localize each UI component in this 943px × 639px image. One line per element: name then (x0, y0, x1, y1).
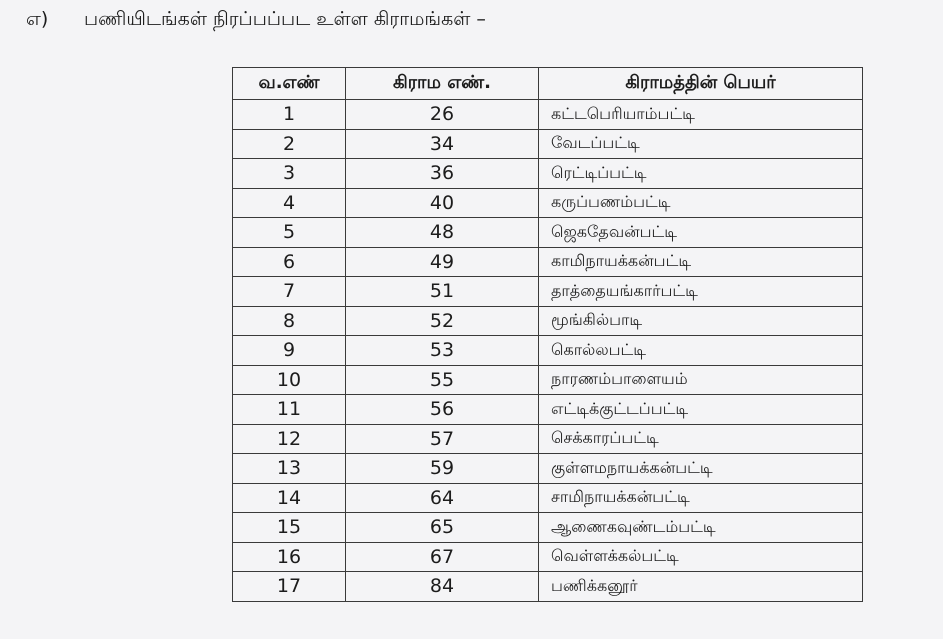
village-name-cell: பணிக்கனூர் (539, 572, 863, 602)
village-name-cell: காமிநாயக்கன்பட்டி (539, 247, 863, 277)
table-row (233, 395, 863, 425)
header-serial-no: வ.எண் (233, 68, 346, 100)
header-village-name: கிராமத்தின் பெயர் (539, 68, 863, 100)
serial-no-cell: 1 (233, 100, 346, 130)
village-no-cell: 52 (346, 306, 539, 336)
table-row (233, 159, 863, 189)
village-no-cell: 64 (346, 483, 539, 513)
table-row (233, 365, 863, 395)
village-no-cell: 55 (346, 365, 539, 395)
village-no-cell: 36 (346, 159, 539, 189)
section-title: பணியிடங்கள் நிரப்பப்பட உள்ள கிராமங்கள் – (84, 8, 486, 30)
village-no-cell: 48 (346, 218, 539, 248)
table-row (233, 513, 863, 543)
serial-no-cell: 8 (233, 306, 346, 336)
table-row (233, 572, 863, 602)
table-row (233, 542, 863, 572)
village-no-cell: 84 (346, 572, 539, 602)
village-name-cell: கொல்லபட்டி (539, 336, 863, 366)
serial-no-cell: 7 (233, 277, 346, 307)
serial-no-cell: 16 (233, 542, 346, 572)
village-name-cell: ஜெகதேவன்பட்டி (539, 218, 863, 248)
village-no-cell: 53 (346, 336, 539, 366)
serial-no-cell: 4 (233, 188, 346, 218)
table-row (233, 424, 863, 454)
table-row (233, 454, 863, 484)
table-header-row (233, 68, 863, 100)
village-name-cell: குள்ளமநாயக்கன்பட்டி (539, 454, 863, 484)
village-no-cell: 34 (346, 129, 539, 159)
village-name-cell: செக்காரப்பட்டி (539, 424, 863, 454)
village-name-cell: ரெட்டிப்பட்டி (539, 159, 863, 189)
village-no-cell: 56 (346, 395, 539, 425)
village-name-cell: ஆணைகவுண்டம்பட்டி (539, 513, 863, 543)
table-row (233, 277, 863, 307)
village-no-cell: 67 (346, 542, 539, 572)
village-name-cell: நாரணம்பாளையம் (539, 365, 863, 395)
village-name-cell: கட்டபெரியாம்பட்டி (539, 100, 863, 130)
village-name-cell: சாமிநாயக்கன்பட்டி (539, 483, 863, 513)
table-row (233, 100, 863, 130)
village-no-cell: 65 (346, 513, 539, 543)
village-no-cell: 49 (346, 247, 539, 277)
serial-no-cell: 5 (233, 218, 346, 248)
table-row (233, 306, 863, 336)
serial-no-cell: 17 (233, 572, 346, 602)
serial-no-cell: 12 (233, 424, 346, 454)
table-row (233, 483, 863, 513)
village-no-cell: 57 (346, 424, 539, 454)
section-marker: எ) (26, 8, 49, 30)
serial-no-cell: 10 (233, 365, 346, 395)
serial-no-cell: 15 (233, 513, 346, 543)
table-row (233, 129, 863, 159)
header-village-no: கிராம எண். (346, 68, 539, 100)
village-name-cell: வெள்ளக்கல்பட்டி (539, 542, 863, 572)
serial-no-cell: 11 (233, 395, 346, 425)
village-name-cell: வேடப்பட்டி (539, 129, 863, 159)
table-row (233, 218, 863, 248)
village-name-cell: கருப்பணம்பட்டி (539, 188, 863, 218)
village-name-cell: தாத்தையங்கார்பட்டி (539, 277, 863, 307)
table-row (233, 188, 863, 218)
village-no-cell: 26 (346, 100, 539, 130)
serial-no-cell: 14 (233, 483, 346, 513)
table-row (233, 247, 863, 277)
village-name-cell: மூங்கில்பாடி (539, 306, 863, 336)
serial-no-cell: 9 (233, 336, 346, 366)
serial-no-cell: 3 (233, 159, 346, 189)
village-name-cell: எட்டிக்குட்டப்பட்டி (539, 395, 863, 425)
village-no-cell: 40 (346, 188, 539, 218)
villages-table (232, 67, 863, 602)
village-no-cell: 51 (346, 277, 539, 307)
serial-no-cell: 13 (233, 454, 346, 484)
table-row (233, 336, 863, 366)
section-heading (26, 8, 486, 33)
serial-no-cell: 2 (233, 129, 346, 159)
village-no-cell: 59 (346, 454, 539, 484)
serial-no-cell: 6 (233, 247, 346, 277)
